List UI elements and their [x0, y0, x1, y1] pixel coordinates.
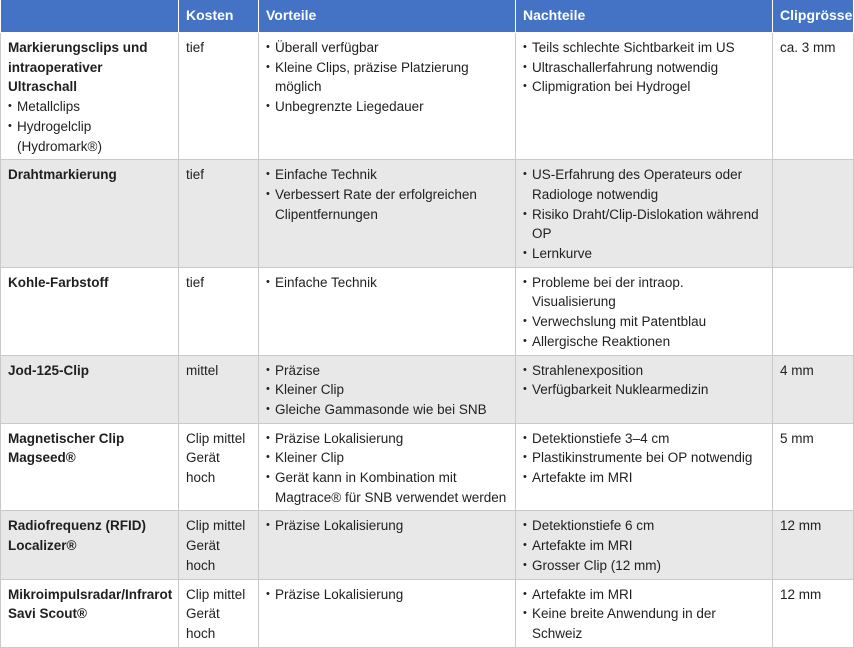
kosten-line: Gerät hoch — [186, 606, 220, 641]
cell-method — [1, 33, 179, 160]
method-name-line: Radiofrequenz (RFID) — [8, 518, 146, 534]
nachteil-item: • Probleme bei der intraop. Visualisierung — [523, 273, 765, 312]
cell-method — [1, 160, 179, 268]
cell-nachteile-list — [523, 165, 765, 264]
method-name-line: intraoperativer Ultraschall — [8, 59, 103, 95]
cell-nachteile — [516, 579, 773, 647]
nachteil-item: • Teils schlechte Sichtbarkeit im US — [523, 38, 765, 58]
cell-vorteile-list — [266, 429, 508, 508]
vorteil-item: • Kleiner Clip — [266, 380, 508, 400]
cell-method — [1, 267, 179, 355]
cell-vorteile — [259, 579, 516, 647]
method-sub-item: • Hydrogelclip (Hydromark®) — [8, 117, 171, 156]
nachteil-item: • US-Erfahrung des Operateurs oder Radiologe notwendig — [523, 165, 765, 204]
cell-nachteile — [516, 511, 773, 579]
nachteil-item: • Grosser Clip (12 mm) — [523, 556, 765, 576]
cell-clipgroesse — [773, 267, 854, 355]
cell-nachteile-list — [523, 516, 765, 575]
table-row — [1, 33, 854, 160]
cell-nachteile — [516, 160, 773, 268]
cell-nachteile-list — [523, 273, 765, 352]
cell-kosten — [179, 160, 259, 268]
method-name-line: Drahtmarkierung — [8, 167, 117, 183]
cell-nachteile — [516, 355, 773, 423]
vorteil-item: • Gleiche Gammasonde wie bei SNB — [266, 400, 508, 420]
cell-vorteile — [259, 267, 516, 355]
nachteil-item: • Verfügbarkeit Nuklearmedizin — [523, 380, 765, 400]
method-name-line: Kohle-Farbstoff — [8, 274, 109, 290]
cell-method — [1, 511, 179, 579]
kosten-line: Clip mittel — [186, 430, 246, 446]
cell-vorteile-list — [266, 165, 508, 224]
vorteil-item: • Präzise Lokalisierung — [266, 516, 508, 536]
cell-kosten — [179, 355, 259, 423]
header-vorteile: Vorteile — [259, 0, 516, 33]
nachteil-item: • Verwechslung mit Patentblau — [523, 312, 765, 332]
cell-nachteile — [516, 267, 773, 355]
cell-vorteile — [259, 355, 516, 423]
cell-method — [1, 355, 179, 423]
cell-nachteile-list — [523, 429, 765, 488]
cell-method — [1, 423, 179, 511]
vorteil-item: • Verbessert Rate der erfolgreichen Clipentfernungen — [266, 185, 508, 224]
vorteil-item: • Überall verfügbar — [266, 38, 508, 58]
nachteil-item: • Keine breite Anwendung in der Schweiz — [523, 604, 765, 643]
table-row — [1, 267, 854, 355]
cell-nachteile-list — [523, 361, 765, 400]
vorteil-item: • Präzise — [266, 361, 508, 381]
cell-nachteile-list — [523, 585, 765, 644]
nachteil-item: • Detektionstiefe 6 cm — [523, 516, 765, 536]
vorteil-item: • Kleine Clips, präzise Platzierung möglich — [266, 58, 508, 97]
cell-clipgroesse: 12 mm — [773, 579, 854, 647]
cell-nachteile — [516, 423, 773, 511]
kosten-line: tief — [186, 167, 205, 183]
header-row — [1, 0, 854, 33]
cell-vorteile-list — [266, 273, 508, 293]
nachteil-item: • Plastikinstrumente bei OP notwendig — [523, 448, 765, 468]
cell-kosten — [179, 579, 259, 647]
nachteil-item: • Lernkurve — [523, 244, 765, 264]
vorteil-item: • Einfache Technik — [266, 273, 508, 293]
cell-clipgroesse: ca. 3 mm — [773, 33, 854, 160]
method-sub-list — [8, 97, 171, 156]
cell-kosten — [179, 423, 259, 511]
cell-method — [1, 579, 179, 647]
kosten-line: Gerät hoch — [186, 450, 220, 486]
method-name-line: Jod-125-Clip — [8, 362, 90, 378]
method-name-line: Localizer® — [8, 538, 77, 554]
table-row — [1, 579, 854, 647]
cell-kosten — [179, 33, 259, 160]
nachteil-item: • Allergische Reaktionen — [523, 332, 765, 352]
vorteil-item: • Kleiner Clip — [266, 448, 508, 468]
cell-kosten — [179, 267, 259, 355]
header-nachteile: Nachteile — [516, 0, 773, 33]
cell-clipgroesse: 5 mm — [773, 423, 854, 511]
header-clipgroesse: Clipgrösse — [773, 0, 854, 33]
method-sub-item: • Metallclips — [8, 97, 171, 117]
kosten-line: Clip mittel — [186, 518, 246, 534]
method-name-line: Savi Scout® — [8, 606, 87, 622]
nachteil-item: • Ultraschallerfahrung notwendig — [523, 58, 765, 78]
nachteil-item: • Artefakte im MRI — [523, 468, 765, 488]
method-name-line: Markierungsclips und — [8, 40, 148, 55]
vorteil-item: • Gerät kann in Kombination mit Magtrace® für SNB verwendet werden — [266, 468, 508, 507]
cell-vorteile-list — [266, 38, 508, 117]
kosten-line: tief — [186, 274, 205, 290]
cell-nachteile-list — [523, 38, 765, 97]
table-row — [1, 355, 854, 423]
method-name-line: Mikroimpulsradar/Infrarot — [8, 586, 173, 602]
table-row — [1, 160, 854, 268]
cell-vorteile — [259, 511, 516, 579]
kosten-line: Gerät hoch — [186, 538, 220, 573]
cell-clipgroesse — [773, 160, 854, 268]
cell-vorteile — [259, 160, 516, 268]
nachteil-item: • Strahlenexposition — [523, 361, 765, 381]
cell-clipgroesse: 12 mm — [773, 511, 854, 579]
nachteil-item: • Artefakte im MRI — [523, 536, 765, 556]
header-kosten: Kosten — [179, 0, 259, 33]
table-row — [1, 511, 854, 579]
nachteil-item: • Clipmigration bei Hydrogel — [523, 77, 765, 97]
vorteil-item: • Einfache Technik — [266, 165, 508, 185]
method-name-line: Magnetischer Clip — [8, 430, 125, 446]
cell-nachteile — [516, 33, 773, 160]
table-row — [1, 423, 854, 511]
nachteil-item: • Risiko Draht/Clip-Dislokation während OP — [523, 205, 765, 244]
cell-kosten — [179, 511, 259, 579]
header-method — [1, 0, 179, 33]
nachteil-item: • Artefakte im MRI — [523, 585, 765, 605]
nachteil-item: • Detektionstiefe 3–4 cm — [523, 429, 765, 449]
vorteil-item: • Präzise Lokalisierung — [266, 429, 508, 449]
cell-vorteile-list — [266, 585, 508, 605]
method-name-line: Magseed® — [8, 450, 76, 466]
cell-vorteile — [259, 423, 516, 511]
vorteil-item: • Unbegrenzte Liegedauer — [266, 97, 508, 117]
kosten-line: Clip mittel — [186, 586, 246, 602]
cell-clipgroesse: 4 mm — [773, 355, 854, 423]
cell-vorteile — [259, 33, 516, 160]
vorteil-item: • Präzise Lokalisierung — [266, 585, 508, 605]
kosten-line: mittel — [186, 362, 219, 378]
cell-vorteile-list — [266, 516, 508, 536]
cell-vorteile-list — [266, 361, 508, 420]
kosten-line: tief — [186, 40, 205, 55]
